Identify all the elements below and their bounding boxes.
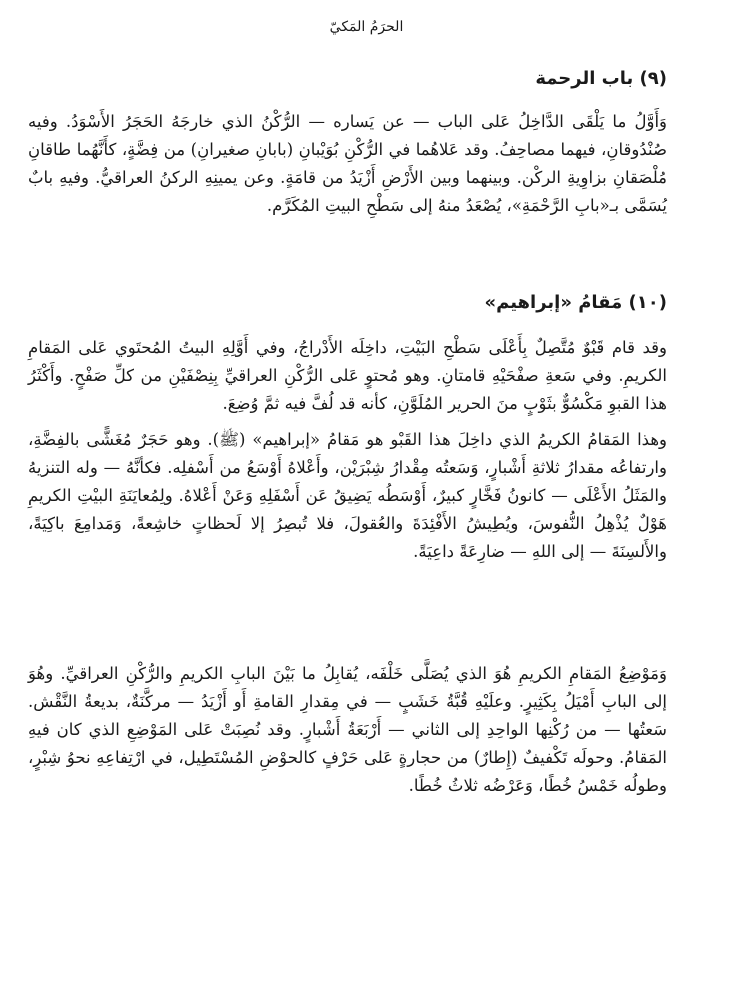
section-bab-al-rahma bbox=[28, 66, 667, 220]
paragraph: وهذا المَقامُ الكريمُ الذي داخِلَ هذا القَبْو هو مَقامُ «إبراهيم» (ﷺ). وهو حَجَرٌ مُغَشًّى بالفِضَّةِ، وارتفاعُه مقدارُ ثلاثةِ أَشْبارٍ، وَسَعتُه مِقْدارُ شِبْرَيْن، وأَعْلاهُ أَوْسَعُ من أَسْفلِه. فكأنَّهُ — وله التنزيهُ والمَثَلُ الأَعْلَى — كانونُ فَخَّارٍ كبيرٌ، أَوْسَطُه يَضِيقُ عَن أَسْفَلِهِ وَعَنْ أَعْلاهُ. ولِمُعايَنَةِ البيْتِ الكريمِ هَوْلٌ يُذْهِلُ النُّفوسَ، ويُطِيشُ الأَفْئِدَةَ والعُقولَ، فلا تُبصِرُ إلا لَحظاتٍ خاشِعةً، وَمَدامِعَ باكِيَةً، والأَلسِنَةَ — إلى اللهِ — ضارِعَةً داعِيَةً. bbox=[28, 430, 667, 561]
paragraph: وقد قام قَبْوٌ مُتَّصِلٌ بِأَعْلَى سَطْحِ البَيْتِ، داخِلَه الأَدْراجُ، وفي أَوَّلِهِ البيتُ المُحتَوي عَلى المَقامِ الكريمِ. وفي سَعةِ صفْحَيْهِ قامتانِ. وهو مُحتوٍ عَلى الرُّكْنِ العراقيِّ بِنِصْفَيْنِ من كلِّ صَفْحٍ. وأَكْثَرُ هذا القبوِ مَكْسُوٌّ بثَوْبٍ منَ الحرير المُلَوَّنِ، كأنه قد لُفَّ فيه ثمَّ وُضِعَ. bbox=[28, 338, 667, 413]
section-maqam-ibrahim bbox=[28, 290, 667, 795]
section-title: (١٠) مَقامُ «إبراهيم» bbox=[484, 292, 667, 313]
paragraph: وَمَوْضِعُ المَقامِ الكريمِ هُوَ الذي يُصَلَّى خَلْفَه، يُقابِلُ ما بَيْنَ البابِ الكريمِ والرُّكْنِ العراقيِّ. وهُوَ إلى البابِ أَمْيَلُ بِكَثِيرٍ. وعلَيْهِ قُبَّةُ خَشَبٍ — في مِقدارِ القامةِ أَو أَزْيَدُ — مركَّنَةٌ، بديعةُ النَّقْش. سَعتُها — من رُكْنِها الواحِدِ إلى الثاني — أَرْبَعَةُ أَشْبارٍ. وقد نُصِبَتْ عَلى المَوْضِعِ الذي كان فيهِ المَقامُ. وحولَه تَكْفيفٌ (إِطارٌ) من حجارةٍ عَلى حَرْفٍ كالحوْضِ المُسْتَطِيل، في ارْتِفاعِهِ نحوُ شِبْرٍ، وطولُه خَمْسُ خُطًا، وَعَرْضُه ثلاثُ خُطًا. bbox=[28, 664, 667, 795]
running-header: الحرَمُ المَكيّ bbox=[329, 19, 404, 35]
section-title: (٩) باب الرحمة bbox=[535, 68, 667, 89]
paragraph: وَأَوَّلُ ما يَلْقَى الدَّاخِلُ عَلى الباب — عن يَساره — الرُّكْنُ الذي خارجَهُ الحَجَرُ الأَسْوَدُ. وفيه صُنْدُوقانِ، فيهما مصاحِفُ. وقد عَلاهُما في الرُّكْنِ بُوَيْبانِ (بابانِ صغيرانِ) من فِضَّةٍ، كأَنَّهُما طاقانِ مُلْصَقانِ بزاوِيةِ الركْن. وبينهما وبين الأَرْضِ أَزْيَدُ من قامَةٍ. وعن يمينِهِ الركنُ العراقيُّ. وفيهِ بابٌ يُسَمَّى بـ«بابِ الرَّحْمَةِ»، يُصْعَدُ منهُ إلى سَطْحِ البيتِ المُكَرَّم. bbox=[28, 112, 667, 215]
